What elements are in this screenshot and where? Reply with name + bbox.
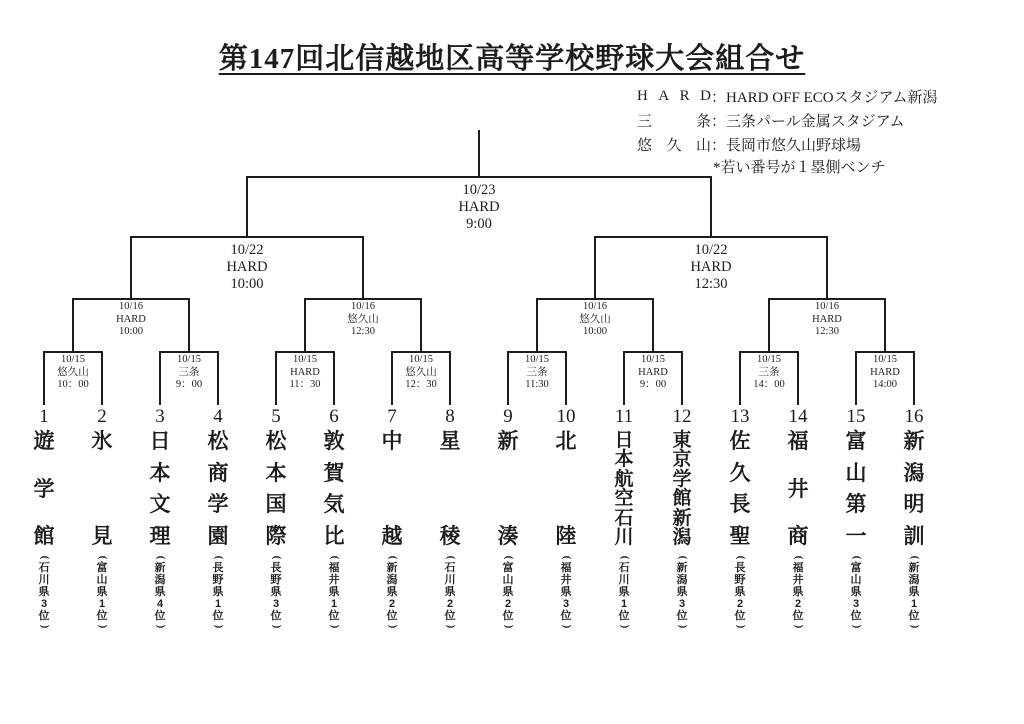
team-qualifier: ( 石 川 県 2 位 ) (444, 555, 457, 629)
team-qualifier: ( 石 川 県 3 位 ) (38, 555, 51, 629)
match-venue: HARD (290, 366, 320, 378)
team-connector-line (739, 351, 741, 405)
match-date: 10/15 (177, 354, 201, 365)
match-time: 12:30 (694, 276, 728, 292)
team-connector-line (159, 351, 161, 405)
bench-note: *若い番号が１塁側ベンチ (713, 160, 886, 176)
team-connector-line (681, 351, 683, 405)
team-name: 星 稜 (439, 430, 461, 548)
match-venue: 三条 (178, 366, 200, 378)
final-match-connector (478, 130, 480, 178)
team-connector-line (855, 351, 857, 405)
team-seed: 15 (846, 406, 866, 427)
team-qualifier: ( 福 井 県 3 位 ) (560, 555, 573, 629)
match-date: 10/22 (230, 242, 264, 258)
semifinal-match-connector (710, 176, 712, 238)
team-name: 遊 学 館 (33, 430, 55, 548)
first-round-match-connector (768, 298, 770, 353)
team-qualifier: ( 石 川 県 1 位 ) (618, 555, 631, 629)
team-connector-line (449, 351, 451, 405)
quarterfinal-match-info-0 (116, 301, 146, 339)
quarterfinal-match-info-2 (579, 301, 611, 339)
team-name: 佐 久 長 聖 (729, 430, 751, 548)
team-connector-line (217, 351, 219, 405)
match-venue: HARD (226, 259, 268, 275)
team-qualifier: ( 福 井 県 1 位 ) (328, 555, 341, 629)
team-seed: 6 (329, 406, 339, 427)
quarterfinal-match-connector (826, 236, 828, 300)
match-date: 10/15 (61, 354, 85, 365)
team-qualifier: ( 富 山 県 1 位 ) (96, 555, 109, 629)
first-round-match-info-5 (638, 354, 668, 392)
team-qualifier: ( 長 野 県 2 位 ) (734, 555, 747, 629)
venue-name: 長岡市悠久山野球場 (726, 137, 862, 154)
team-seed: 3 (155, 406, 165, 427)
legend-separator: ： (711, 89, 727, 106)
match-time: 10:00 (230, 276, 264, 292)
final-match-info-0 (458, 182, 499, 233)
team-seed: 16 (904, 406, 924, 427)
team-name: 日 本 航 空 石 川 (614, 430, 634, 548)
team-seed: 11 (614, 406, 634, 427)
quarterfinal-match-connector (130, 236, 132, 300)
team-connector-line (797, 351, 799, 405)
match-date: 10/15 (525, 354, 549, 365)
match-time: 10:00 (119, 326, 143, 337)
team-connector-line (333, 351, 335, 405)
team-name: 北 陸 (555, 430, 577, 548)
semifinal-match-info-1 (690, 242, 731, 293)
page-title: 第147回北信越地区高等学校野球大会組合せ (218, 43, 806, 75)
match-date: 10/16 (351, 301, 375, 312)
match-venue: 三条 (526, 366, 548, 378)
team-qualifier: ( 新 潟 県 2 位 ) (386, 555, 399, 629)
match-time: 14：00 (753, 379, 785, 390)
team-seed: 10 (556, 406, 576, 427)
match-time: 9：00 (175, 379, 203, 390)
team-qualifier: ( 新 潟 県 3 位 ) (676, 555, 689, 629)
team-name: 新 潟 明 訓 (903, 430, 925, 548)
venue-name: HARD OFF ECOスタジアム新潟 (726, 89, 938, 106)
team-qualifier: ( 福 井 県 2 位 ) (792, 555, 805, 629)
team-qualifier: ( 富 山 県 3 位 ) (850, 555, 863, 629)
first-round-match-info-3 (405, 354, 437, 392)
match-venue: HARD (812, 313, 842, 325)
semifinal-match-connector (246, 176, 248, 238)
first-round-match-info-7 (870, 354, 900, 392)
team-name: 東 京 学 館 新 潟 (672, 430, 692, 548)
match-venue: HARD (638, 366, 668, 378)
first-round-match-connector (420, 298, 422, 353)
first-round-match-info-1 (176, 354, 202, 392)
match-venue: 三条 (758, 366, 780, 378)
match-venue: 悠久山 (347, 313, 379, 325)
team-seed: 12 (672, 406, 692, 427)
match-venue: HARD (458, 199, 500, 215)
team-name: 松 本 国 際 (265, 430, 287, 548)
team-name: 氷 見 (91, 430, 113, 548)
legend-separator: ： (711, 113, 727, 130)
team-name: 松 商 学 園 (207, 430, 229, 548)
team-name: 福 井 商 (787, 430, 809, 548)
quarterfinal-match-info-3 (812, 301, 842, 339)
team-connector-line (275, 351, 277, 405)
team-name: 中 越 (381, 430, 403, 548)
team-qualifier: ( 新 潟 県 1 位 ) (908, 555, 921, 629)
match-venue: 悠久山 (57, 366, 89, 378)
team-qualifier: ( 新 潟 県 4 位 ) (154, 555, 167, 629)
match-date: 10/15 (293, 354, 317, 365)
match-venue: HARD (116, 313, 146, 325)
team-seed: 4 (213, 406, 223, 427)
match-time: 12:30 (351, 326, 375, 337)
first-round-match-connector (304, 298, 306, 353)
team-seed: 1 (39, 406, 49, 427)
match-time: 11:30 (525, 379, 549, 390)
match-venue: HARD (690, 259, 732, 275)
team-qualifier: ( 長 野 県 1 位 ) (212, 555, 225, 629)
quarterfinal-match-info-1 (347, 301, 379, 339)
first-round-match-connector (188, 298, 190, 353)
match-time: 12：30 (405, 379, 437, 390)
semifinal-match-info-0 (226, 242, 267, 293)
first-round-match-info-2 (289, 354, 320, 392)
match-venue: 悠久山 (405, 366, 437, 378)
match-time: 10:00 (583, 326, 607, 337)
legend-separator: ： (711, 137, 727, 154)
team-name: 新 湊 (497, 430, 519, 548)
match-date: 10/15 (873, 354, 897, 365)
venue-abbr: 悠 久 山 (637, 137, 711, 154)
team-name: 敦 賀 気 比 (323, 430, 345, 548)
team-connector-line (391, 351, 393, 405)
match-time: 10：00 (57, 379, 89, 390)
team-seed: 8 (445, 406, 455, 427)
team-connector-line (43, 351, 45, 405)
team-connector-line (913, 351, 915, 405)
match-time: 11：30 (289, 379, 321, 390)
match-venue: HARD (870, 366, 900, 378)
match-date: 10/23 (462, 182, 496, 198)
team-seed: 13 (730, 406, 750, 427)
team-seed: 2 (97, 406, 107, 427)
first-round-match-connector (536, 298, 538, 353)
first-round-match-info-6 (753, 354, 785, 392)
first-round-match-info-4 (525, 354, 549, 392)
venue-name: 三条パール金属スタジアム (726, 113, 905, 130)
match-time: 9:00 (466, 216, 492, 232)
team-connector-line (565, 351, 567, 405)
match-date: 10/16 (815, 301, 839, 312)
team-name: 富 山 第 一 (845, 430, 867, 548)
team-seed: 5 (271, 406, 281, 427)
match-date: 10/16 (119, 301, 143, 312)
first-round-match-connector (652, 298, 654, 353)
match-venue: 悠久山 (579, 313, 611, 325)
team-qualifier: ( 富 山 県 2 位 ) (502, 555, 515, 629)
team-name: 日 本 文 理 (149, 430, 171, 548)
match-time: 12:30 (815, 326, 839, 337)
match-time: 9：00 (639, 379, 667, 390)
match-date: 10/15 (757, 354, 781, 365)
first-round-match-info-0 (57, 354, 89, 392)
team-seed: 9 (503, 406, 513, 427)
team-connector-line (507, 351, 509, 405)
match-date: 10/15 (409, 354, 433, 365)
match-date: 10/15 (641, 354, 665, 365)
match-date: 10/16 (583, 301, 607, 312)
match-date: 10/22 (694, 242, 728, 258)
quarterfinal-match-connector (362, 236, 364, 300)
venue-abbr: 三 条 (637, 113, 711, 130)
team-qualifier: ( 長 野 県 3 位 ) (270, 555, 283, 629)
quarterfinal-match-connector (594, 236, 596, 300)
first-round-match-connector (884, 298, 886, 353)
team-seed: 14 (788, 406, 808, 427)
match-time: 14:00 (873, 379, 897, 390)
team-connector-line (101, 351, 103, 405)
first-round-match-connector (72, 298, 74, 353)
team-seed: 7 (387, 406, 397, 427)
venue-abbr: H A R D (637, 87, 711, 104)
team-connector-line (623, 351, 625, 405)
